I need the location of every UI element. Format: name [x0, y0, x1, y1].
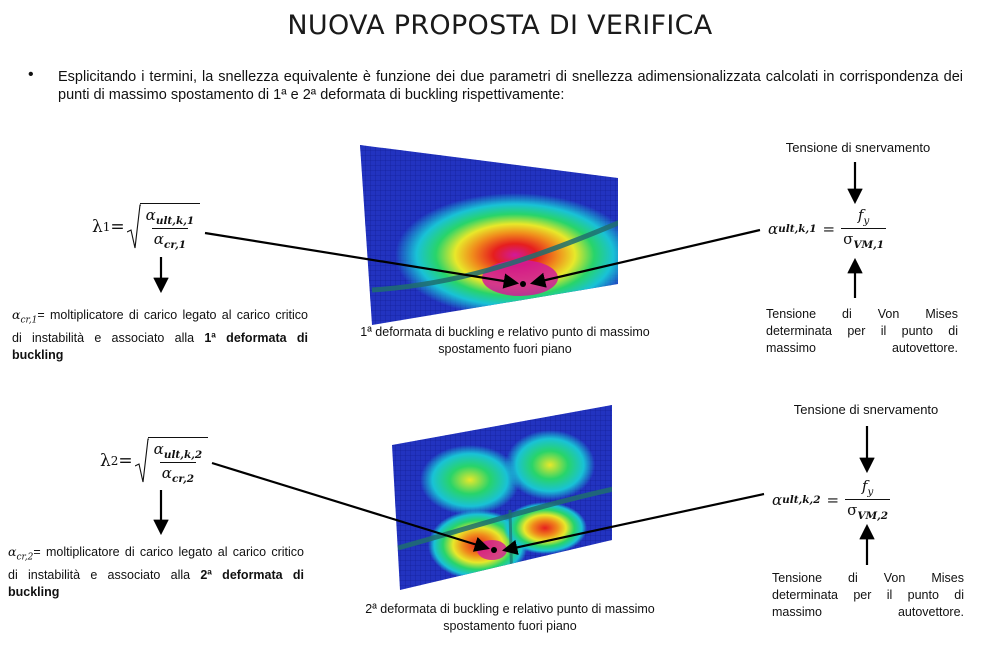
- vonmises-description-1: Tensione di Von Mises determinata per il punto di massimo autovettore.: [766, 307, 958, 355]
- caption-mode-2: 2ª deformata di buckling e relativo punto di massimo spostamento fuori piano: [365, 602, 655, 633]
- snervamento-label-1: Tensione di snervamento: [785, 140, 931, 155]
- max-displacement-point-1: [520, 281, 526, 287]
- bullet-marker: •: [28, 66, 34, 83]
- sqrt-icon: [135, 438, 149, 484]
- vonmises-description-2: Tensione di Von Mises determinata per il punto di massimo autovettore.: [772, 571, 964, 619]
- lambda2-formula: λ 2 = $\frac{\alpha_{ult,k,2}}{\alpha_{cr,2}}$: [100, 437, 208, 485]
- alpha-cr1-description: $\alpha_{cr,1}=$ moltiplicatore di carico legato al carico critico di instabilità e associato alla 1ª deformata di buckling: [12, 307, 308, 362]
- lambda1-formula: λ 1 = $\frac{\alpha_{ult,k,1}}{\alpha_{cr,1}}$: [92, 203, 200, 251]
- buckling-mode-2-plot: [388, 400, 618, 595]
- max-displacement-point-2: [491, 547, 497, 553]
- alpha-ult2-formula: α ult,k,2 = $\frac{f_y}{\sigma_{VM,2}}$: [772, 477, 889, 522]
- alpha-ult1-formula: α ult,k,1 = $\frac{f_y}{\sigma_{VM,1}}$: [768, 206, 885, 251]
- caption-mode-1: 1ª deformata di buckling e relativo punto di massimo spostamento fuori piano: [360, 325, 650, 356]
- snervamento-label-2: Tensione di snervamento: [793, 402, 939, 417]
- slide-title: NUOVA PROPOSTA DI VERIFICA: [287, 10, 713, 41]
- alpha-cr2-description: $\alpha_{cr,2}=$ moltiplicatore di carico legato al carico critico di instabilità e associato alla 2ª deformata di buckling: [8, 544, 304, 599]
- buckling-mode-1-plot: [355, 140, 635, 330]
- sqrt-icon: [127, 204, 141, 250]
- bullet-text: Esplicitando i termini, la snellezza equivalente è funzione dei due parametri di snellezza adimensionalizzata calcolati in corrispondenza dei punti di massimo spostamento di 1ª e 2ª deformata di buckling rispettivamente:: [58, 69, 963, 103]
